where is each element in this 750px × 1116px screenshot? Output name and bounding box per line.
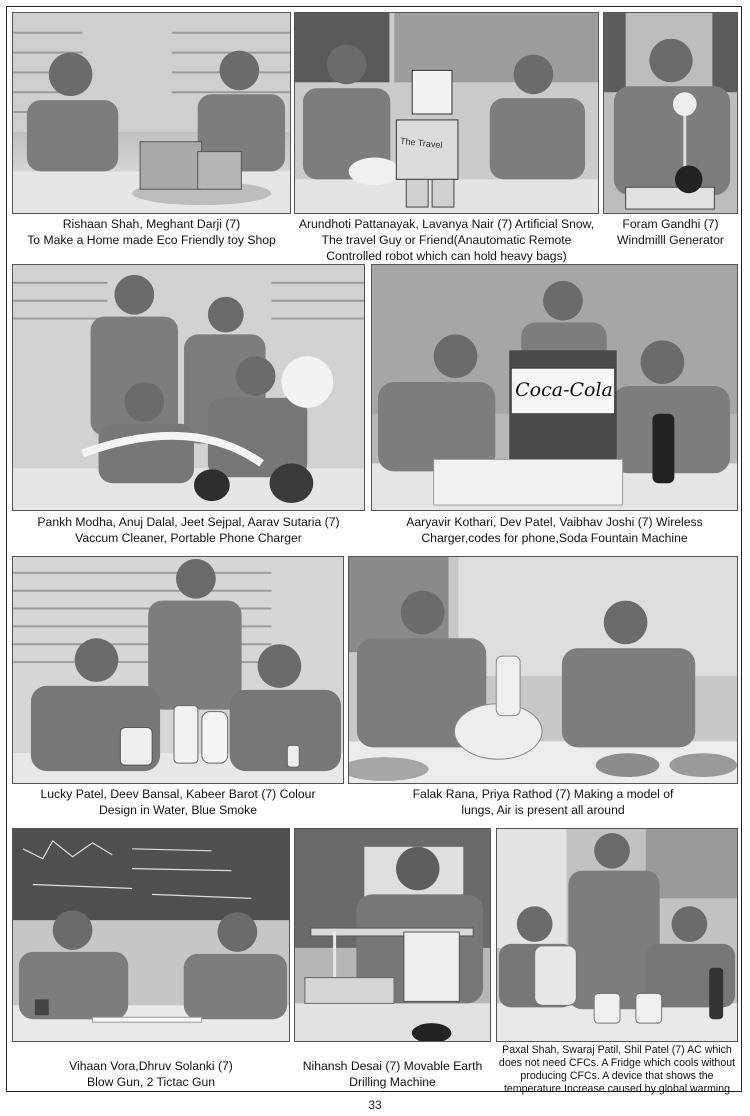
photo-card bbox=[12, 12, 291, 252]
photo-earth-drilling-machine bbox=[294, 828, 491, 1042]
photo-eco-toy-shop bbox=[12, 12, 291, 214]
caption-line: Aaryavir Kothari, Dev Patel, Vaibhav Joshi (7) Wireless bbox=[406, 515, 703, 529]
photo-caption bbox=[12, 786, 344, 818]
caption-line: Falak Rana, Priya Rathod (7) Making a model of bbox=[412, 787, 674, 801]
robot-label: The Travel bbox=[399, 135, 443, 151]
photo-caption bbox=[12, 216, 291, 248]
photo-cfc-free-ac bbox=[496, 828, 738, 1042]
caption-line: Windmilll Generator bbox=[616, 233, 724, 247]
photo-card bbox=[603, 12, 738, 252]
caption-line: does not need CFCs. A Fridge which cools without bbox=[498, 1057, 736, 1069]
caption-line: Controlled robot which can hold heavy bags) bbox=[326, 249, 567, 263]
caption-line: To Make a Home made Eco Friendly toy Shop bbox=[27, 233, 276, 247]
photo-soda-fountain bbox=[371, 264, 738, 511]
photo-card bbox=[294, 12, 599, 262]
page-number: 33 bbox=[368, 1098, 382, 1112]
photo-windmill-generator bbox=[603, 12, 738, 214]
caption-line: Foram Gandhi (7) bbox=[622, 217, 719, 231]
caption-line: Drilling Machine bbox=[349, 1075, 436, 1089]
photo-caption bbox=[496, 1044, 738, 1096]
caption-line: Paxal Shah, Swaraj Patil, Shil Patel (7) AC which bbox=[502, 1044, 732, 1056]
photo-colour-design-water bbox=[12, 556, 344, 784]
photo-caption bbox=[371, 514, 738, 546]
photo-card bbox=[294, 828, 491, 1090]
caption-line: Nihansh Desai (7) Movable Earth bbox=[302, 1059, 483, 1073]
caption-line: Blow Gun, 2 Tictac Gun bbox=[86, 1075, 216, 1089]
caption-line: Rishaan Shah, Meghant Darji (7) bbox=[62, 217, 241, 231]
caption-line: Design in Water, Blue Smoke bbox=[98, 803, 258, 817]
photo-card bbox=[496, 828, 738, 1096]
caption-line: Arundhoti Pattanayak, Lavanya Nair (7) Artificial Snow, bbox=[298, 217, 595, 231]
photo-caption bbox=[294, 216, 599, 264]
caption-line: Vaccum Cleaner, Portable Phone Charger bbox=[75, 531, 302, 545]
photo-caption bbox=[294, 1058, 491, 1090]
photo-lungs-model bbox=[348, 556, 738, 784]
caption-line: Pankh Modha, Anuj Dalal, Jeet Sejpal, Aarav Sutaria (7) bbox=[37, 515, 340, 529]
coca-cola-label: Coca-Cola bbox=[515, 379, 613, 401]
photo-card bbox=[12, 264, 365, 549]
caption-line: Charger,codes for phone,Soda Fountain Machine bbox=[421, 531, 688, 545]
caption-line: temperature Increase caused by global warming bbox=[503, 1083, 731, 1095]
caption-line: Vihaan Vora,Dhruv Solanki (7) bbox=[69, 1059, 233, 1073]
photo-vacuum-cleaner bbox=[12, 264, 365, 511]
photo-card bbox=[348, 556, 738, 821]
photo-caption bbox=[12, 1058, 290, 1090]
photo-card bbox=[12, 828, 290, 1090]
caption-line: Lucky Patel, Deev Bansal, Kabeer Barot (7) Colour bbox=[40, 787, 316, 801]
photo-caption bbox=[348, 786, 738, 818]
photo-caption bbox=[603, 216, 738, 248]
photo-card bbox=[371, 264, 738, 549]
photo-caption bbox=[12, 514, 365, 546]
caption-line: producing CFCs. A device that shows the bbox=[520, 1070, 714, 1082]
caption-line: lungs, Air is present all around bbox=[461, 803, 625, 817]
photo-card bbox=[12, 556, 344, 821]
caption-line: The travel Guy or Friend(Anautomatic Remote bbox=[321, 233, 572, 247]
photo-travel-robot bbox=[294, 12, 599, 214]
photo-blow-gun bbox=[12, 828, 290, 1042]
